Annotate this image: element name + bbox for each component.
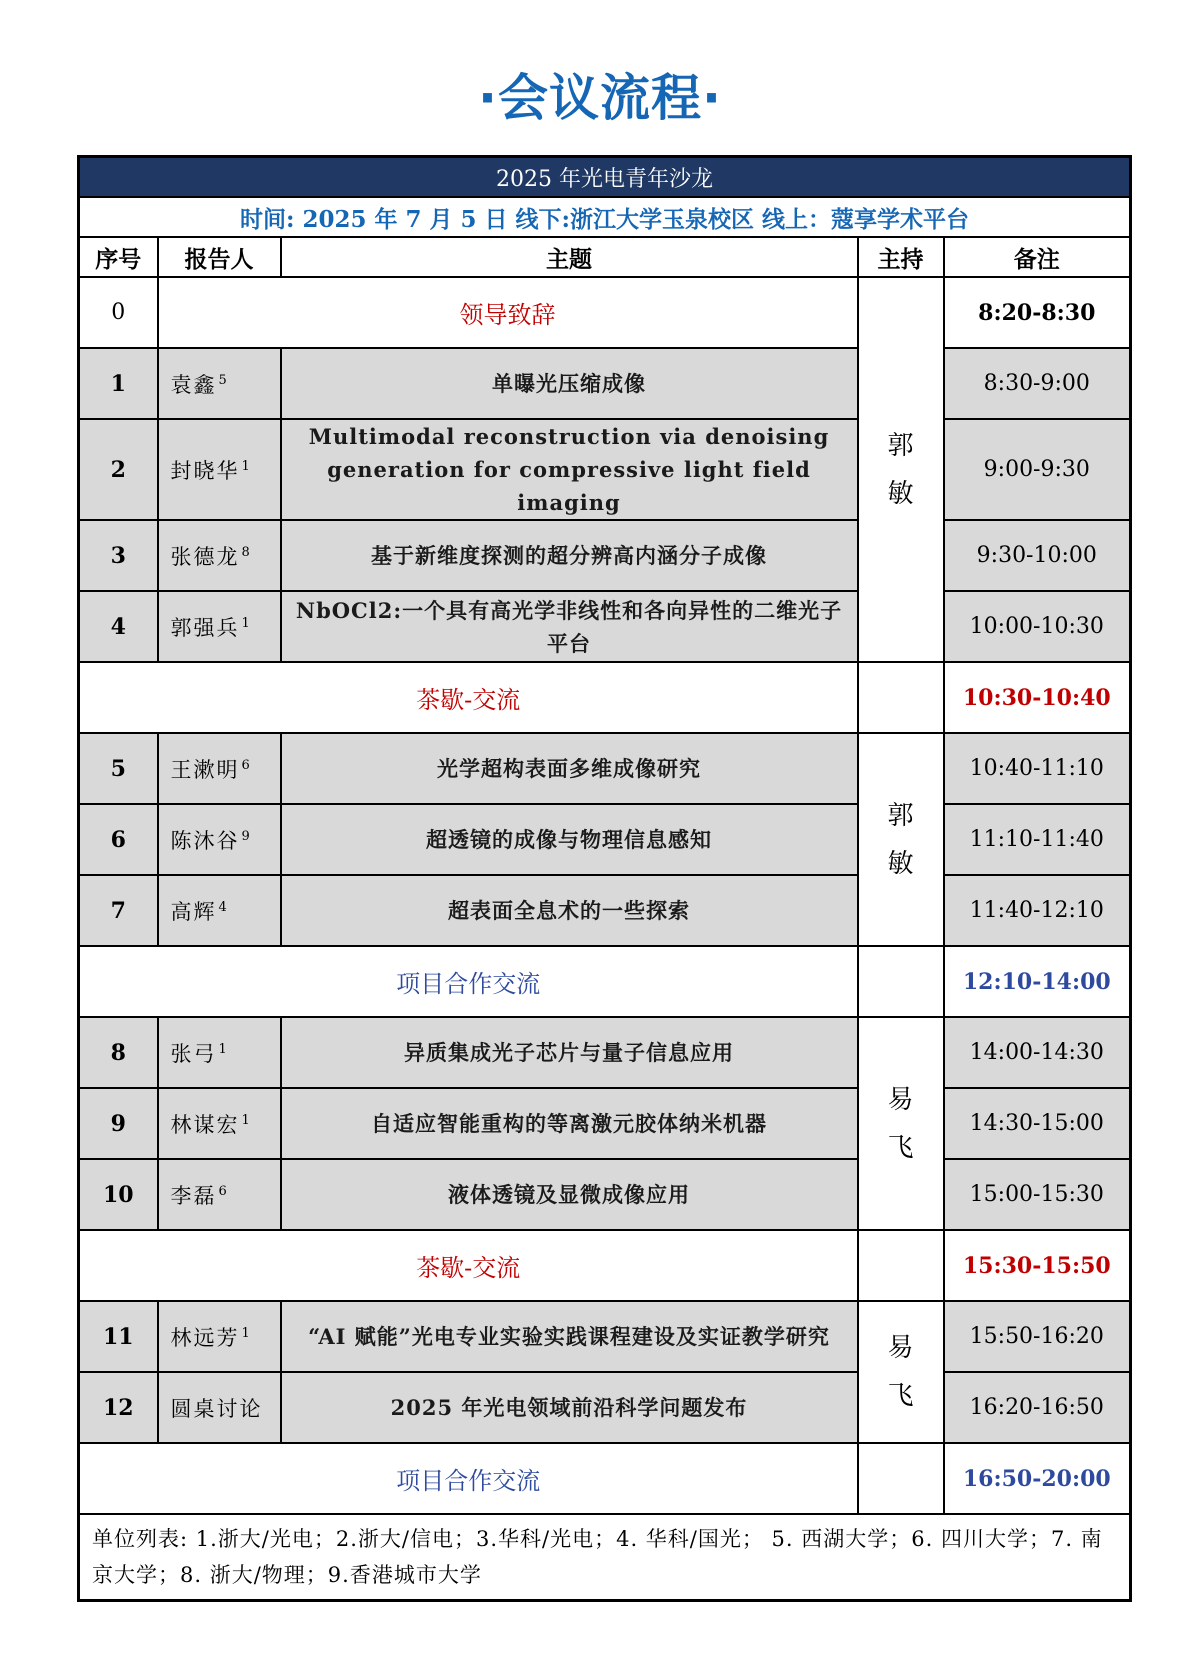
topic-cell: 超透镜的成像与物理信息感知: [281, 804, 858, 875]
salon-title: 2025 年光电青年沙龙: [79, 157, 1131, 198]
speaker-cell: [158, 591, 281, 662]
speaker-cell: [158, 1088, 281, 1159]
header-host: 主持: [858, 237, 944, 277]
host-cell: [858, 733, 944, 946]
time-cell: 9:30-10:00: [944, 520, 1131, 591]
table-row: [79, 733, 1131, 804]
table-row: [79, 1159, 1131, 1230]
speaker-name: 高辉: [170, 899, 217, 924]
table-row: [79, 875, 1131, 946]
speaker-name: 李磊: [170, 1183, 217, 1208]
break-row: [79, 946, 1131, 1017]
break-row: [79, 662, 1131, 733]
host-name-1: 郭: [887, 800, 914, 831]
topic-cell: 液体透镜及显微成像应用: [281, 1159, 858, 1230]
topic-cell: 自适应智能重构的等离激元胶体纳米机器: [281, 1088, 858, 1159]
topic-cell: NbOCl2:一个具有高光学非线性和各向异性的二维光子平台: [281, 591, 858, 662]
affiliation-mark: 1: [241, 1112, 250, 1128]
speaker-name: 张德龙: [170, 544, 240, 569]
speaker-cell: [158, 1301, 281, 1372]
speaker-cell: [158, 348, 281, 419]
affiliation-mark: 1: [241, 1325, 250, 1341]
time-cell: 12:10-14:00: [944, 946, 1131, 1017]
table-row: [79, 520, 1131, 591]
time-cell: 15:50-16:20: [944, 1301, 1131, 1372]
opening-title: 领导致辞: [158, 277, 858, 348]
break-row: [79, 1443, 1131, 1514]
topic-cell: 超表面全息术的一些探索: [281, 875, 858, 946]
table-row: [79, 1301, 1131, 1372]
speaker-cell: [158, 520, 281, 591]
time-cell: 10:40-11:10: [944, 733, 1131, 804]
topic-cell: “AI 赋能”光电专业实验实践课程建设及实证教学研究: [281, 1301, 858, 1372]
topic-cell: 单曝光压缩成像: [281, 348, 858, 419]
table-row: [79, 1017, 1131, 1088]
speaker-cell: [158, 875, 281, 946]
footer-row: [79, 1514, 1131, 1601]
time-venue-line: 时间: 2025 年 7 月 5 日 线下:浙江大学玉泉校区 线上：蔻享学术平台: [79, 197, 1131, 237]
time-cell: 9:00-9:30: [944, 419, 1131, 520]
time-cell: 16:20-16:50: [944, 1372, 1131, 1443]
host-name-2: 飞: [887, 1381, 914, 1411]
table-row: [79, 804, 1131, 875]
seq-number: 6: [79, 804, 158, 875]
affiliation-mark: 1: [218, 1041, 227, 1057]
banner-row: [79, 157, 1131, 198]
seq-number: 12: [79, 1372, 158, 1443]
time-cell: 8:20-8:30: [944, 277, 1131, 348]
affiliation-mark: 1: [241, 458, 250, 474]
header-row: [79, 237, 1131, 277]
affiliation-mark: 5: [218, 372, 227, 388]
time-cell: 10:00-10:30: [944, 591, 1131, 662]
topic-cell: 2025 年光电领域前沿科学问题发布: [281, 1372, 858, 1443]
speaker-name: 陈沐谷: [170, 828, 240, 853]
table-row: [79, 591, 1131, 662]
speaker-cell: [158, 1372, 281, 1443]
break-row: [79, 1230, 1131, 1301]
info-row: [79, 197, 1131, 237]
break-title: 茶歇-交流: [79, 662, 858, 733]
speaker-cell: [158, 733, 281, 804]
time-cell: 10:30-10:40: [944, 662, 1131, 733]
speaker-name: 林谋宏: [170, 1112, 240, 1137]
seq-number: 4: [79, 591, 158, 662]
speaker-name: 林远芳: [170, 1325, 240, 1350]
speaker-cell: [158, 1159, 281, 1230]
speaker-cell: [158, 804, 281, 875]
topic-cell: Multimodal reconstruction via denoising generation for compressive light field imaging: [281, 419, 858, 520]
host-name-1: 郭: [887, 430, 914, 461]
time-cell: 11:10-11:40: [944, 804, 1131, 875]
header-topic: 主题: [281, 237, 858, 277]
host-name-1: 易: [887, 1333, 914, 1363]
seq-number: 1: [79, 348, 158, 419]
affiliation-list: 单位列表: 1.浙大/光电；2.浙大/信电；3.华科/光电；4. 华科/国光； 5. 西湖大学；6. 四川大学；7. 南京大学；8. 浙大/物理；9.香港城市大学: [79, 1514, 1131, 1601]
speaker-name: 袁鑫: [170, 372, 217, 397]
break-title: 项目合作交流: [79, 1443, 858, 1514]
break-title: 项目合作交流: [79, 946, 858, 1017]
host-cell-empty: [858, 946, 944, 1017]
seq-number: 9: [79, 1088, 158, 1159]
speaker-name: 圆桌讨论: [170, 1396, 263, 1421]
speaker-name: 封晓华: [170, 458, 240, 483]
header-note: 备注: [944, 237, 1131, 277]
seq-number: 3: [79, 520, 158, 591]
seq-number: 11: [79, 1301, 158, 1372]
table-row: [79, 1088, 1131, 1159]
header-speaker: 报告人: [158, 237, 281, 277]
speaker-cell: [158, 1017, 281, 1088]
time-cell: 11:40-12:10: [944, 875, 1131, 946]
header-seq: 序号: [79, 237, 158, 277]
speaker-name: 郭强兵: [170, 615, 240, 640]
affiliation-mark: 4: [218, 899, 227, 915]
table-row: [79, 1372, 1131, 1443]
topic-cell: 基于新维度探测的超分辨高内涵分子成像: [281, 520, 858, 591]
affiliation-mark: 1: [241, 615, 250, 631]
seq-number: 2: [79, 419, 158, 520]
affiliation-mark: 6: [218, 1183, 227, 1199]
time-cell: 15:00-15:30: [944, 1159, 1131, 1230]
affiliation-mark: 9: [241, 828, 250, 844]
topic-cell: 光学超构表面多维成像研究: [281, 733, 858, 804]
time-cell: 15:30-15:50: [944, 1230, 1131, 1301]
affiliation-mark: 8: [241, 544, 250, 560]
host-cell-empty: [858, 662, 944, 733]
host-cell-empty: [858, 1230, 944, 1301]
seq-number: 5: [79, 733, 158, 804]
time-cell: 14:30-15:00: [944, 1088, 1131, 1159]
seq-number: 8: [79, 1017, 158, 1088]
host-name-2: 敏: [887, 848, 914, 879]
affiliation-mark: 6: [241, 757, 250, 773]
table-row: [79, 419, 1131, 520]
speaker-cell: [158, 419, 281, 520]
time-cell: 14:00-14:30: [944, 1017, 1131, 1088]
seq-number: 0: [79, 277, 158, 348]
topic-cell: 异质集成光子芯片与量子信息应用: [281, 1017, 858, 1088]
host-cell: [858, 277, 944, 662]
host-cell: [858, 1017, 944, 1230]
time-cell: 8:30-9:00: [944, 348, 1131, 419]
agenda-table: [77, 155, 1132, 1602]
speaker-name: 张弓: [170, 1041, 217, 1066]
seq-number: 7: [79, 875, 158, 946]
opening-row: [79, 277, 1131, 348]
host-name-2: 敏: [887, 478, 914, 509]
time-cell: 16:50-20:00: [944, 1443, 1131, 1514]
host-name-2: 飞: [887, 1132, 914, 1163]
host-cell: [858, 1301, 944, 1443]
speaker-name: 王漱明: [170, 757, 240, 782]
table-row: [79, 348, 1131, 419]
seq-number: 10: [79, 1159, 158, 1230]
break-title: 茶歇-交流: [79, 1230, 858, 1301]
host-name-1: 易: [887, 1084, 914, 1115]
page-title: ·会议流程·: [478, 69, 722, 127]
host-cell-empty: [858, 1443, 944, 1514]
